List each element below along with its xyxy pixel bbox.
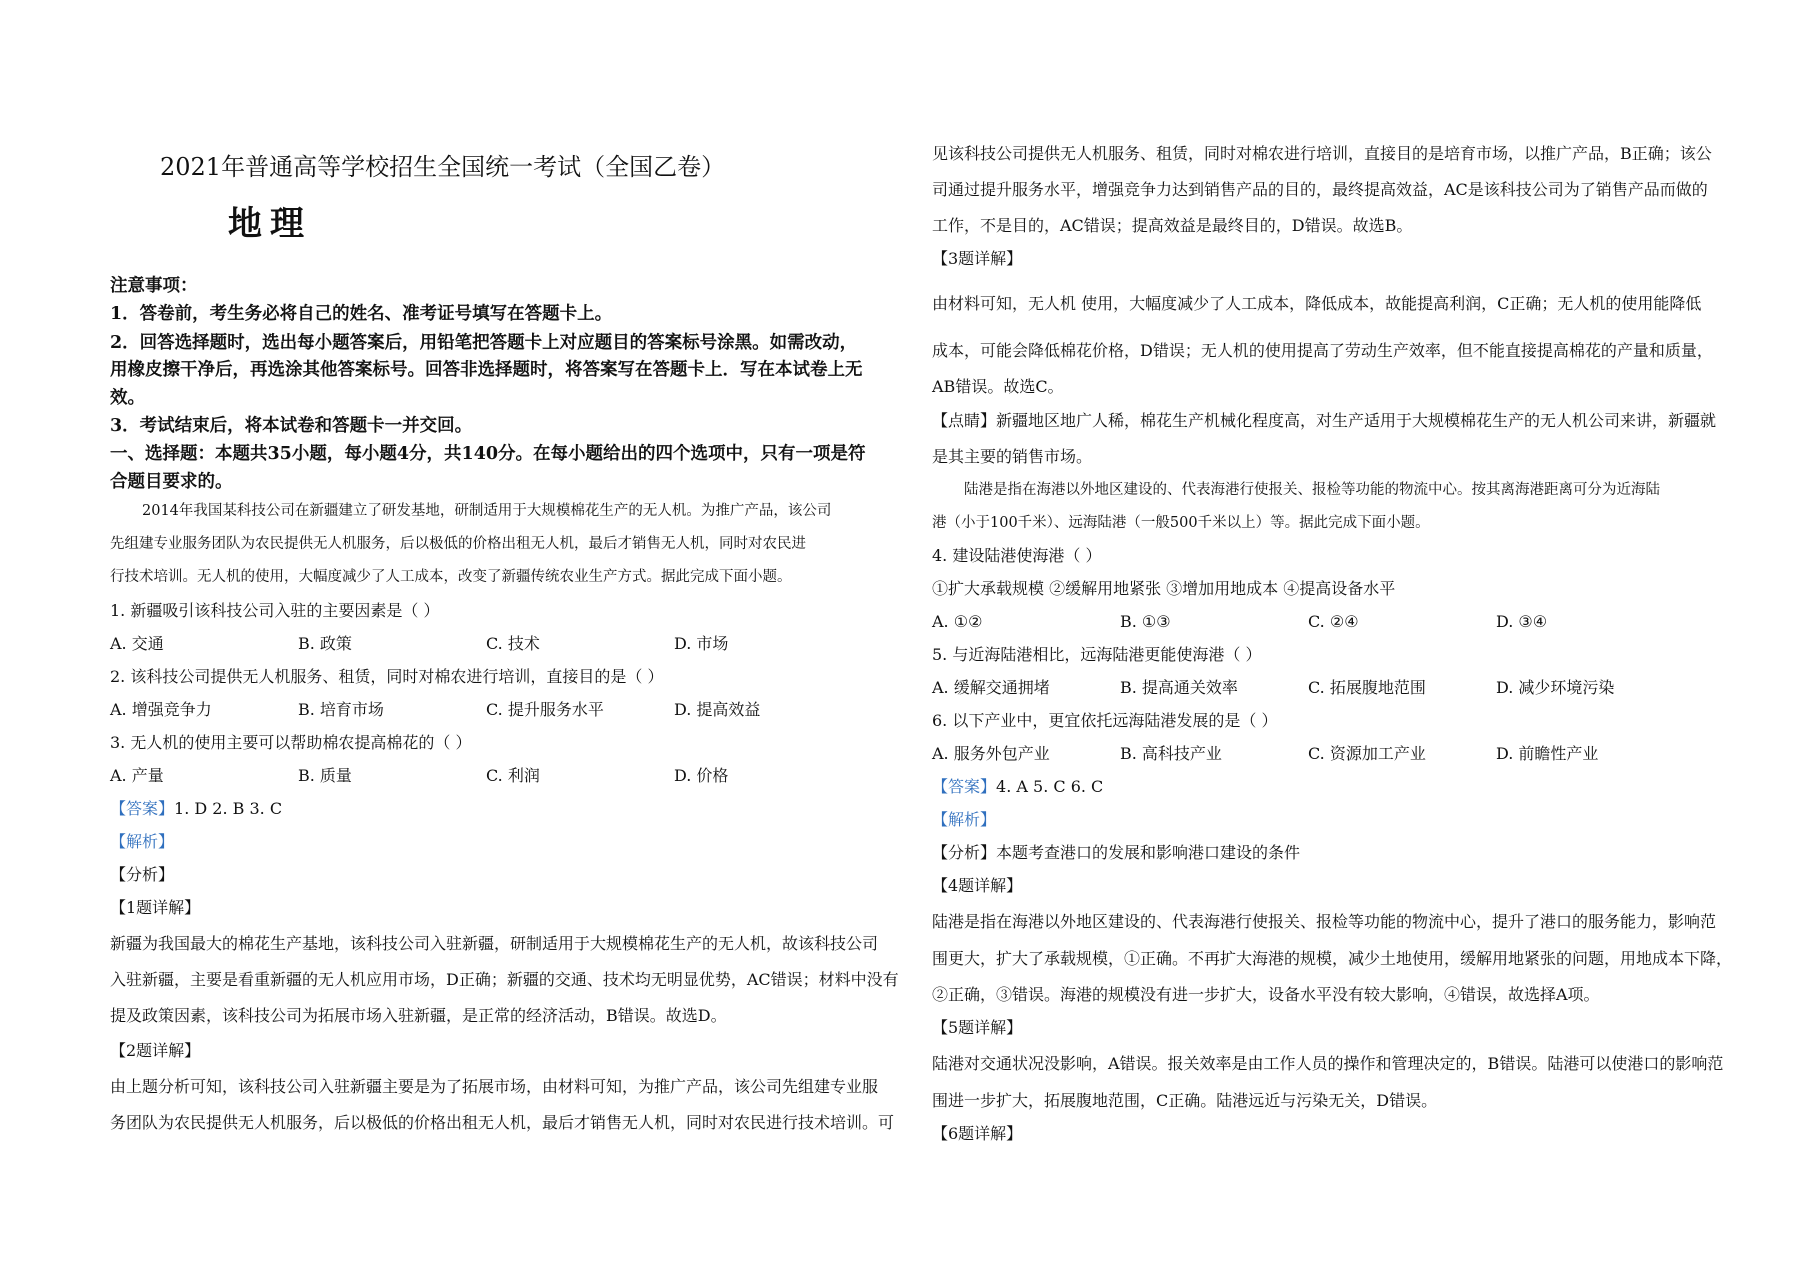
detail-line: 陆港是指在海港以外地区建设的、代表海港行使报关、报检等功能的物流中心，提升了港口的服务能力，影响范 bbox=[932, 912, 1717, 931]
passage-line: 行技术培训。无人机的使用，大幅度减少了人工成本，改变了新疆传统农业生产方式。据此完成下面小题。 bbox=[110, 569, 792, 585]
option: C. 提升服务水平 bbox=[486, 700, 604, 719]
detail-line: 围更大，扩大了承载规模，①正确。不再扩大海港的规模，减少土地使用，缓解用地紧张的问题，用地成本下降， bbox=[932, 949, 1733, 968]
question-2-options bbox=[110, 699, 870, 721]
option: A. 交通 bbox=[110, 634, 164, 653]
question-1-options bbox=[110, 633, 870, 655]
notice-line: 用橡皮擦干净后，再选涂其他答案标号。回答非选择题时，将答案写在答题卡上．写在本试卷上无 bbox=[110, 360, 863, 380]
analysis-subheading: 【分析】 bbox=[110, 865, 175, 884]
analysis-subheading: 【分析】本题考查港口的发展和影响港口建设的条件 bbox=[932, 843, 1301, 862]
detail-label: 【3题详解】 bbox=[932, 249, 1023, 268]
notice-line: 1．答卷前，考生务必将自己的姓名、准考证号填写在答题卡上。 bbox=[110, 304, 613, 324]
analysis-label: 【解析】 bbox=[110, 832, 175, 851]
detail-label: 【1题详解】 bbox=[110, 898, 201, 917]
answer-line bbox=[932, 776, 1103, 798]
option: D. 前瞻性产业 bbox=[1496, 744, 1599, 763]
detail-line: 提及政策因素，该科技公司为拓展市场入驻新疆，是正常的经济活动，B错误。故选D。 bbox=[110, 1006, 727, 1025]
option: C. 技术 bbox=[486, 634, 540, 653]
passage-line: 先组建专业服务团队为农民提供无人机服务，后以极低的价格出租无人机，最后才销售无人机，同时对农民进 bbox=[110, 536, 806, 552]
option: B. 提高通关效率 bbox=[1120, 678, 1238, 697]
section-heading: 合题目要求的。 bbox=[110, 472, 233, 492]
question-2-stem: 2. 该科技公司提供无人机服务、租赁，同时对棉农进行培训，直接目的是（ ） bbox=[110, 667, 664, 686]
detail-label: 【2题详解】 bbox=[110, 1041, 201, 1060]
detail-line: ②正确，③错误。海港的规模没有进一步扩大，设备水平没有较大影响，④错误，故选择A项。 bbox=[932, 985, 1600, 1004]
question-6-options bbox=[932, 743, 1692, 765]
option: C. ②④ bbox=[1308, 612, 1359, 631]
option: A. 产量 bbox=[110, 766, 164, 785]
detail-line: 陆港对交通状况没影响，A错误。报关效率是由工作人员的操作和管理决定的，B错误。陆港可以使港口的影响范 bbox=[932, 1054, 1724, 1073]
detail-line: 围进一步扩大，拓展腹地范围，C正确。陆港远近与污染无关，D错误。 bbox=[932, 1091, 1438, 1110]
passage-line: 港（小于100千米）、远海陆港（一般500千米以上）等。据此完成下面小题。 bbox=[932, 515, 1430, 531]
detail-line: 新疆为我国最大的棉花生产基地，该科技公司入驻新疆，研制适用于大规模棉花生产的无人机，故该科技公司 bbox=[110, 934, 879, 953]
option: B. 高科技产业 bbox=[1120, 744, 1222, 763]
notice-line: 效。 bbox=[110, 388, 145, 408]
option: A. 增强竞争力 bbox=[110, 700, 212, 719]
option: D. 价格 bbox=[674, 766, 729, 785]
dianjing-line: 【点睛】新疆地区地广人稀，棉花生产机械化程度高，对生产适用于大规模棉花生产的无人机公司来讲，新疆就 bbox=[932, 411, 1717, 430]
option: C. 利润 bbox=[486, 766, 540, 785]
answer-line bbox=[110, 798, 282, 820]
option: B. 培育市场 bbox=[298, 700, 384, 719]
question-3-options bbox=[110, 765, 870, 787]
question-5-options bbox=[932, 677, 1692, 699]
detail-label: 【6题详解】 bbox=[932, 1124, 1023, 1143]
section-heading: 一、选择题：本题共35小题，每小题4分，共140分。在每小题给出的四个选项中，只有一项是符 bbox=[110, 444, 866, 464]
answer-text: 4. A 5. C 6. C bbox=[996, 777, 1104, 796]
question-4-stem: 4. 建设陆港使海港（ ） bbox=[932, 546, 1102, 565]
option: B. 质量 bbox=[298, 766, 352, 785]
detail-line: 入驻新疆，主要是看重新疆的无人机应用市场，D正确；新疆的交通、技术均无明显优势，AC错误；材料中没有 bbox=[110, 970, 899, 989]
option: A. 服务外包产业 bbox=[932, 744, 1050, 763]
notice-line: 2．回答选择题时，选出每小题答案后，用铅笔把答题卡上对应题目的答案标号涂黑。如需改动， bbox=[110, 333, 858, 353]
subject-title: 地理 bbox=[228, 204, 312, 244]
answer-label: 【答案】 bbox=[110, 799, 175, 818]
detail-line: 司通过提升服务水平，增强竞争力达到销售产品的目的，最终提高效益，AC是该科技公司为了销售产品而做的 bbox=[932, 180, 1708, 199]
question-1-stem: 1. 新疆吸引该科技公司入驻的主要因素是（ ） bbox=[110, 601, 440, 620]
dianjing-line: 是其主要的销售市场。 bbox=[932, 447, 1093, 466]
passage-line: 2014年我国某科技公司在新疆建立了研发基地，研制适用于大规模棉花生产的无人机。为推广产品，该公司 bbox=[142, 503, 832, 519]
notice-heading: 注意事项： bbox=[110, 276, 198, 296]
detail-line: 见该科技公司提供无人机服务、租赁，同时对棉农进行培训，直接目的是培育市场，以推广产品，B正确；该公 bbox=[932, 144, 1712, 163]
analysis-label: 【解析】 bbox=[932, 810, 997, 829]
question-6-stem: 6. 以下产业中，更宜依托远海陆港发展的是（ ） bbox=[932, 711, 1278, 730]
detail-line: 成本，可能会降低棉花价格，D错误；无人机的使用提高了劳动生产效率，但不能直接提高棉花的产量和质量， bbox=[932, 341, 1713, 360]
question-5-stem: 5. 与近海陆港相比，远海陆港更能使海港（ ） bbox=[932, 645, 1262, 664]
detail-line: 工作，不是目的，AC错误；提高效益是最终目的，D错误。故选B。 bbox=[932, 216, 1413, 235]
detail-line: 务团队为农民提供无人机服务，后以极低的价格出租无人机，最后才销售无人机，同时对农民进行技术培训。可 bbox=[110, 1113, 895, 1132]
question-4-statements: ①扩大承载规模 ②缓解用地紧张 ③增加用地成本 ④提高设备水平 bbox=[932, 579, 1396, 598]
option: C. 拓展腹地范围 bbox=[1308, 678, 1426, 697]
option: D. ③④ bbox=[1496, 612, 1548, 631]
option: A. ①② bbox=[932, 612, 983, 631]
notice-line: 3．考试结束后，将本试卷和答题卡一并交回。 bbox=[110, 416, 473, 436]
passage-line: 陆港是指在海港以外地区建设的、代表海港行使报关、报检等功能的物流中心。按其离海港距离可分为近海陆 bbox=[964, 482, 1660, 498]
option: D. 减少环境污染 bbox=[1496, 678, 1615, 697]
detail-line: 由上题分析可知，该科技公司入驻新疆主要是为了拓展市场，由材料可知，为推广产品，该公司先组建专业服 bbox=[110, 1077, 879, 1096]
detail-line: 由材料可知，无人机 使用，大幅度减少了人工成本，降低成本，故能提高利润，C正确；无人机的使用能降低 bbox=[932, 294, 1702, 313]
question-4-options bbox=[932, 611, 1692, 633]
option: D. 提高效益 bbox=[674, 700, 761, 719]
answer-label: 【答案】 bbox=[932, 777, 997, 796]
option: A. 缓解交通拥堵 bbox=[932, 678, 1050, 697]
detail-line: AB错误。故选C。 bbox=[932, 377, 1064, 396]
detail-label: 【5题详解】 bbox=[932, 1018, 1023, 1037]
detail-label: 【4题详解】 bbox=[932, 876, 1023, 895]
question-3-stem: 3. 无人机的使用主要可以帮助棉农提高棉花的（ ） bbox=[110, 733, 472, 752]
option: B. ①③ bbox=[1120, 612, 1171, 631]
option: C. 资源加工产业 bbox=[1308, 744, 1426, 763]
answer-text: 1. D 2. B 3. C bbox=[174, 799, 283, 818]
exam-title: 2021年普通高等学校招生全国统一考试（全国乙卷） bbox=[160, 153, 726, 181]
option: D. 市场 bbox=[674, 634, 729, 653]
option: B. 政策 bbox=[298, 634, 352, 653]
